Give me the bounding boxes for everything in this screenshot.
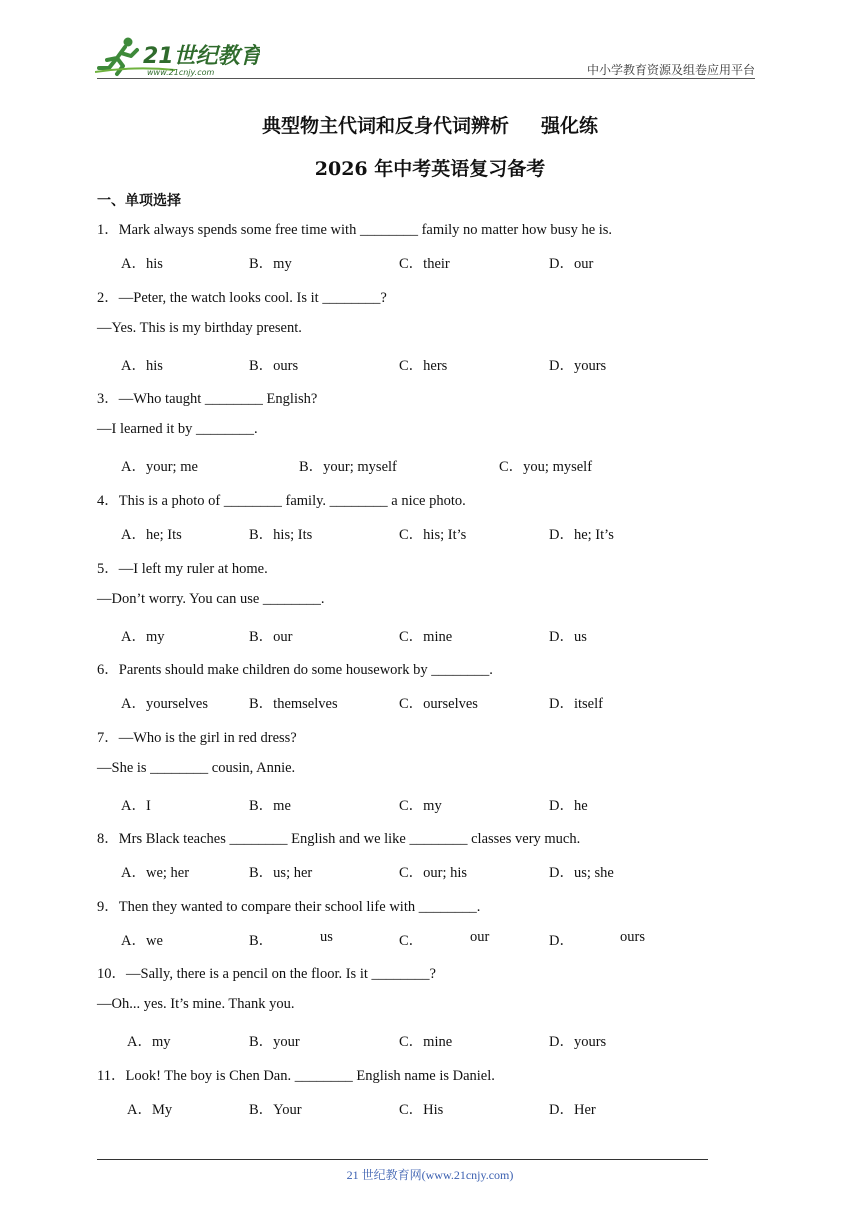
option-c-letter[interactable]: C．	[399, 933, 424, 949]
option-d[interactable]: D．yours	[549, 1034, 607, 1050]
question-9-options	[0, 929, 860, 951]
option-b[interactable]: B．our	[249, 629, 293, 645]
question-3-reply: —I learned it by ________.	[97, 421, 258, 437]
option-d[interactable]: D．he	[549, 798, 588, 814]
question-10-stem: 10．—Sally, there is a pencil on the floor. Is it ________?	[97, 966, 436, 982]
question-7-options	[0, 794, 860, 816]
question-1-options	[0, 252, 860, 274]
footer-link[interactable]: 21 世纪教育网(www.21cnjy.com)	[346, 1168, 514, 1182]
option-b[interactable]: B．me	[249, 798, 291, 814]
header-divider	[97, 78, 755, 79]
question-10-options	[0, 1030, 860, 1052]
option-d[interactable]: D．itself	[549, 696, 603, 712]
question-7-reply: —She is ________ cousin, Annie.	[97, 760, 296, 776]
option-a[interactable]: A．his	[121, 358, 163, 374]
question-8-stem: 8．Mrs Black teaches ________ English and we like ________ classes very much.	[97, 831, 581, 847]
option-a[interactable]: A．he; Its	[121, 527, 182, 543]
site-logo	[95, 36, 260, 78]
question-7-stem: 7．—Who is the girl in red dress?	[97, 730, 297, 746]
option-a[interactable]: A．your; me	[121, 459, 198, 475]
option-b-letter[interactable]: B．	[249, 933, 274, 949]
option-b[interactable]: B．ours	[249, 358, 299, 374]
option-a[interactable]: A．my	[121, 629, 165, 645]
option-c[interactable]: C．his; It’s	[399, 527, 467, 543]
page-title	[0, 111, 860, 138]
question-9-stem: 9．Then they wanted to compare their school life with ________.	[97, 899, 481, 915]
question-2-stem: 2．—Peter, the watch looks cool. Is it ________?	[97, 290, 387, 306]
option-b[interactable]: B．themselves	[249, 696, 338, 712]
question-11-stem: 11．Look! The boy is Chen Dan. ________ English name is Daniel.	[97, 1068, 495, 1084]
platform-name: 中小学教育资源及组卷应用平台	[586, 63, 755, 77]
option-a[interactable]: A．yourselves	[121, 696, 208, 712]
title-suffix: 强化练	[541, 115, 599, 137]
option-c-word[interactable]: our	[470, 929, 490, 945]
page-subtitle: 2026 年中考英语复习备考	[314, 158, 546, 180]
option-b[interactable]: B．his; Its	[249, 527, 313, 543]
question-11-options	[0, 1098, 860, 1120]
option-c[interactable]: C．you; myself	[499, 459, 593, 475]
option-d-word[interactable]: ours	[620, 929, 645, 945]
option-a[interactable]: A．I	[121, 798, 151, 814]
option-c[interactable]: C．ourselves	[399, 696, 478, 712]
question-5-reply: —Don’t worry. You can use ________.	[97, 591, 325, 607]
section-heading: 一、单项选择	[97, 193, 181, 209]
svg-text:www.21cnjy.com: www.21cnjy.com	[147, 68, 215, 77]
question-4-stem: 4．This is a photo of ________ family. ________ a nice photo.	[97, 493, 466, 509]
option-c[interactable]: C．my	[399, 798, 442, 814]
option-b[interactable]: B．my	[249, 256, 292, 272]
question-5-stem: 5．—I left my ruler at home.	[97, 561, 268, 577]
svg-text:21世纪教育: 21世纪教育	[143, 44, 260, 69]
option-a[interactable]: A．My	[127, 1102, 173, 1118]
title-main: 典型物主代词和反身代词辨析	[261, 115, 509, 137]
option-d[interactable]: D．us	[549, 629, 587, 645]
option-c[interactable]: C．mine	[399, 629, 453, 645]
question-3-options	[0, 455, 860, 477]
option-c[interactable]: C．their	[399, 256, 450, 272]
question-6-options	[0, 692, 860, 714]
footer-divider	[97, 1159, 708, 1160]
question-1-stem: 1．Mark always spends some free time with ________ family no matter how busy he is.	[97, 222, 613, 238]
option-a[interactable]: A．his	[121, 256, 163, 272]
question-2-reply: —Yes. This is my birthday present.	[97, 320, 302, 336]
option-b[interactable]: B．your; myself	[299, 459, 397, 475]
question-10-reply: —Oh... yes. It’s mine. Thank you.	[97, 996, 295, 1012]
option-c[interactable]: C．His	[399, 1102, 444, 1118]
option-a[interactable]: A．my	[127, 1034, 171, 1050]
option-d-letter[interactable]: D．	[549, 933, 574, 949]
option-b[interactable]: B．Your	[249, 1102, 302, 1118]
option-d[interactable]: D．our	[549, 256, 594, 272]
option-c[interactable]: C．mine	[399, 1034, 453, 1050]
question-4-options	[0, 523, 860, 545]
option-c[interactable]: C．hers	[399, 358, 448, 374]
question-3-stem: 3．—Who taught ________ English?	[97, 391, 318, 407]
option-d[interactable]: D．us; she	[549, 865, 614, 881]
option-a[interactable]: A．we; her	[121, 865, 190, 881]
option-c[interactable]: C．our; his	[399, 865, 468, 881]
question-6-stem: 6．Parents should make children do some housework by ________.	[97, 662, 493, 678]
option-d[interactable]: D．he; It’s	[549, 527, 614, 543]
question-2-options	[0, 354, 860, 376]
option-a[interactable]: A．we	[121, 933, 163, 949]
option-b[interactable]: B．your	[249, 1034, 300, 1050]
option-d[interactable]: D．Her	[549, 1102, 596, 1118]
question-8-options	[0, 861, 860, 883]
option-b[interactable]: B．us; her	[249, 865, 313, 881]
option-b-word[interactable]: us	[320, 929, 333, 945]
option-d[interactable]: D．yours	[549, 358, 607, 374]
question-5-options	[0, 625, 860, 647]
